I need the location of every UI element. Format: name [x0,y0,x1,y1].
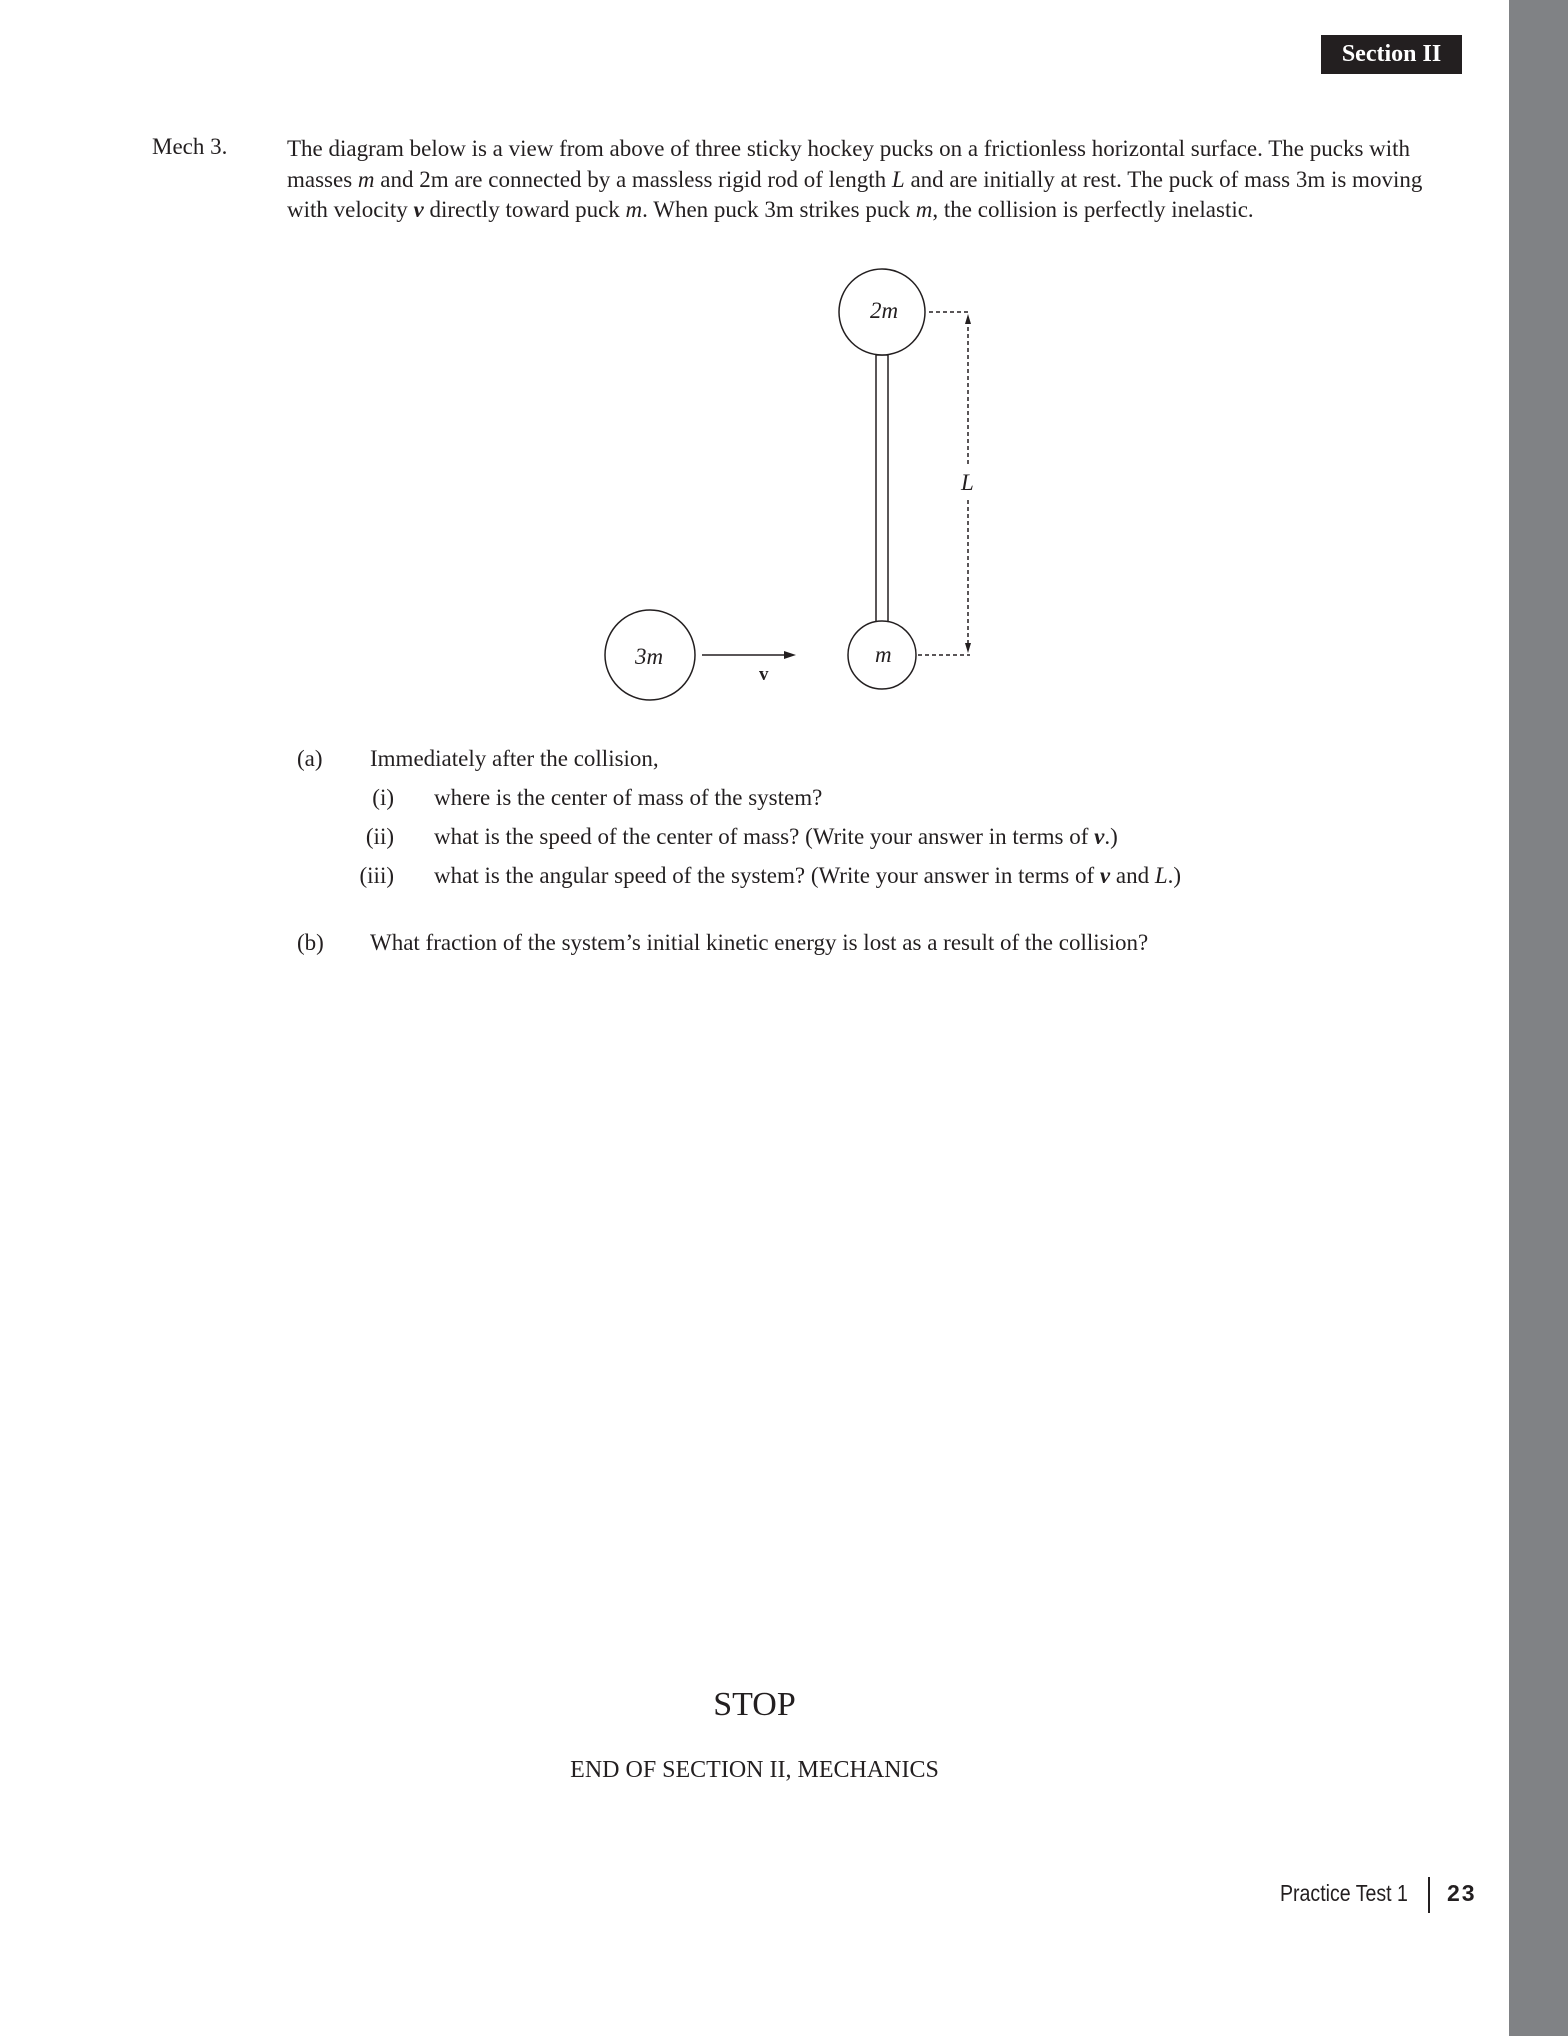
part-b-label: (b) [297,930,324,955]
label-L: L [961,470,974,495]
part-i-label: (i) [372,785,394,810]
part-ii-text: what is the speed of the center of mass? (Write your answer in terms of v.) [434,824,1118,849]
part-iii-text: what is the angular speed of the system? (Write your answer in terms of v and L.) [434,863,1182,888]
label-v: v [759,664,769,685]
part-a-text: Immediately after the collision, [370,746,659,771]
page-number: 23 [1447,1880,1477,1906]
label-2m: 2m [870,298,899,323]
question-number: Mech 3. [152,134,228,159]
part-i-text: where is the center of mass of the system? [434,785,823,810]
label-3m: 3m [635,644,664,669]
arrowhead-icon [784,651,796,659]
arrowhead-down-icon [965,643,971,653]
footer-title: Practice Test 1 [1280,1880,1408,1906]
arrowhead-up-icon [965,314,971,324]
part-a-label: (a) [297,746,323,771]
label-m: m [875,642,892,667]
part-b-text: What fraction of the system’s initial kinetic energy is lost as a result of the collision? [370,930,1149,955]
footer-divider [1428,1877,1430,1913]
question-intro: The diagram below is a view from above of three sticky hockey pucks on a frictionless horizontal surface. The pucks with masses m and 2m are connected by a massless rigid rod of length L and are initially at rest. The puck of mass 3m is moving with velocity v directly toward puck m. When puck 3m strikes puck m, the collision is perfectly inelastic. [287,136,1423,222]
section-header: Section II [1321,35,1462,74]
part-ii-label: (ii) [365,824,394,849]
end-of-section: END OF SECTION II, MECHANICS [570,1757,939,1783]
part-iii-label: (iii) [359,863,394,888]
stop-heading: STOP [713,1686,796,1723]
rigid-rod [876,355,888,623]
